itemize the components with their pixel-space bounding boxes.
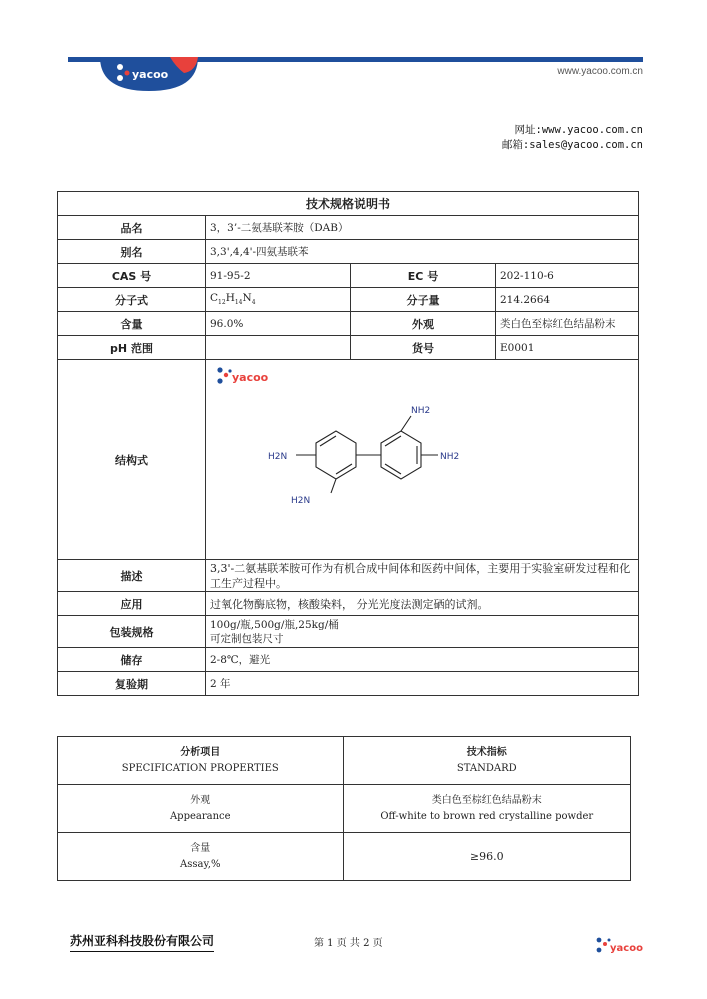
name-label: 品名 (58, 216, 206, 240)
top-amine-label: NH2 (411, 406, 431, 416)
cas-label: CAS 号 (58, 264, 206, 288)
header-site[interactable]: www.yacoo.com.cn (557, 66, 643, 77)
standard-header-standard: 技术指标 STANDARD (343, 737, 630, 785)
desc-label: 描述 (58, 560, 206, 592)
ec-value: 202-110-6 (496, 264, 639, 288)
mw-label: 分子量 (351, 288, 496, 312)
appearance-value: 类白色至棕红色结晶粉末 (496, 312, 639, 336)
pack-value (206, 616, 639, 648)
left-amine-label: H2N (268, 452, 288, 462)
structure-label: 结构式 (58, 360, 206, 560)
svg-text:yacoo: yacoo (132, 68, 169, 81)
row-assay-standard: ≥96.0 (343, 833, 630, 881)
retest-value: 2 年 (206, 672, 639, 696)
row-appearance-standard: 类白色至棕红色结晶粉末 Off-white to brown red crystalline powder (343, 785, 630, 833)
row-assay-property: 含量 Assay,% (58, 833, 344, 881)
name-value: 3，3’-二氨基联苯胺（DAB） (206, 216, 639, 240)
pack-label: 包装规格 (58, 616, 206, 648)
pack-value-line1: 100g/瓶,500g/瓶,25kg/桶 (210, 618, 339, 631)
spec-title: 技术规格说明书 (58, 192, 639, 216)
retest-label: 复验期 (58, 672, 206, 696)
right-amine-label: NH2 (440, 452, 460, 462)
footer-logo (594, 934, 644, 956)
website-line[interactable]: 网址:www.yacoo.com.cn (514, 124, 643, 136)
item-value: E0001 (496, 336, 639, 360)
ph-value (206, 336, 351, 360)
standard-header-properties: 分析项目 SPECIFICATION PROPERTIES (58, 737, 344, 785)
desc-value: 3,3'-二氨基联苯胺可作为有机合成中间体和医药中间体，主要用于实验室研发过程和化工生产过程中。 (206, 560, 639, 592)
benzidine-skeleton (296, 416, 438, 493)
row-appearance-property: 外观 Appearance (58, 785, 344, 833)
content-label: 含量 (58, 312, 206, 336)
email-line[interactable]: 邮箱:sales@yacoo.com.cn (501, 139, 643, 151)
svg-text:yacoo: yacoo (232, 371, 269, 384)
table-row (58, 833, 631, 881)
formula-value: $C_{12}H_{14}N_4$ (206, 288, 351, 312)
structure-cell (206, 360, 639, 560)
storage-label: 储存 (58, 648, 206, 672)
appearance-label: 外观 (351, 312, 496, 336)
ec-label: EC 号 (351, 264, 496, 288)
use-label: 应用 (58, 592, 206, 616)
storage-value: 2-8℃，避光 (206, 648, 639, 672)
cas-value: 91-95-2 (206, 264, 351, 288)
spec-table (57, 191, 639, 696)
item-label: 货号 (351, 336, 496, 360)
svg-text:yacoo: yacoo (610, 943, 643, 954)
standard-table (57, 736, 631, 881)
structure-logo (217, 367, 268, 384)
ph-label: pH 范围 (58, 336, 206, 360)
use-value: 过氧化物酶底物，核酸染料， 分光光度法测定硒的试剂。 (206, 592, 639, 616)
footer-company: 苏州亚科科技股份有限公司 (70, 932, 214, 952)
header-logo (100, 57, 198, 91)
alias-label: 别名 (58, 240, 206, 264)
pack-value-line2: 可定制包装尺寸 (210, 632, 284, 645)
mw-value: 214.2664 (496, 288, 639, 312)
alias-value: 3,3',4,4'-四氨基联苯 (206, 240, 639, 264)
bottom-amine-label: H2N (291, 496, 311, 506)
footer-page-number: 第 1 页 共 2 页 (314, 938, 383, 949)
content-value: 96.0% (206, 312, 351, 336)
formula-label: 分子式 (58, 288, 206, 312)
table-row (58, 785, 631, 833)
structure-image (206, 360, 638, 556)
